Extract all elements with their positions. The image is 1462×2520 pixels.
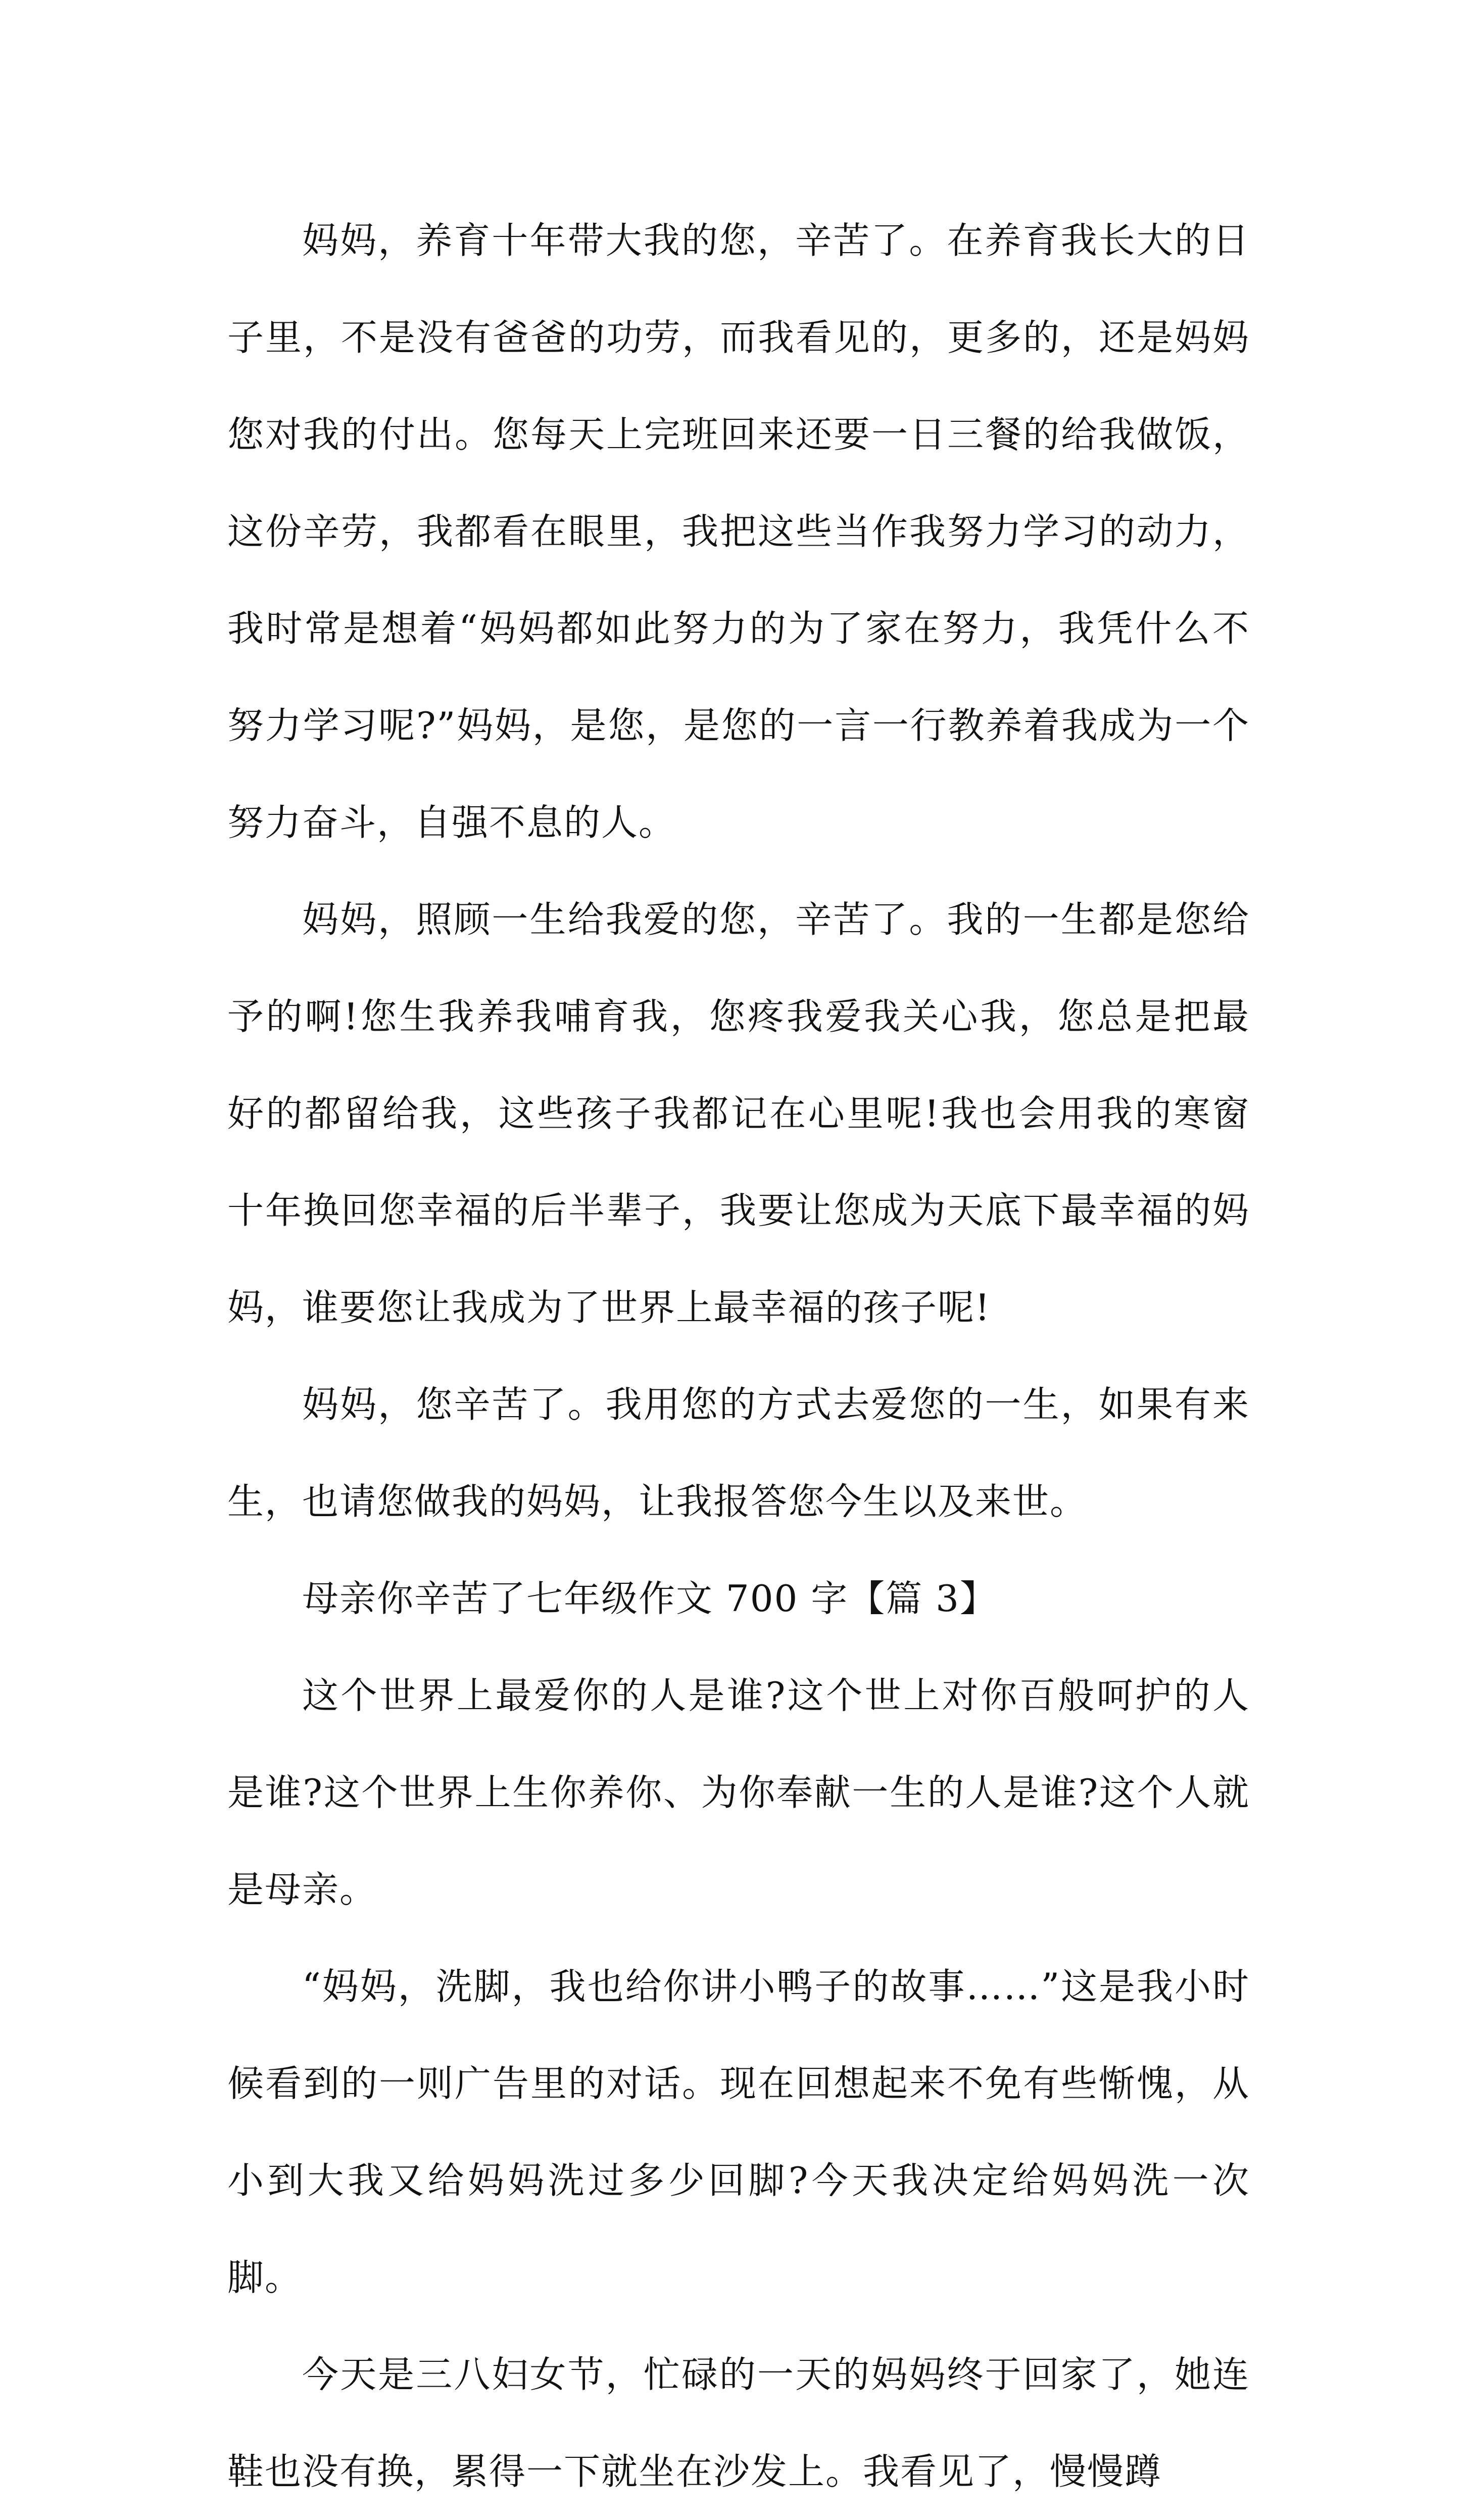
- paragraph-5: “妈妈，洗脚，我也给你讲小鸭子的故事……”这是我小时候看到的一则广告里的对话。现在回想起来不免有些惭愧，从小到大我又给妈妈洗过多少回脚?今天我决定给妈妈洗一次脚。: [227, 1965, 1250, 2299]
- document-body: [227, 192, 1250, 2520]
- paragraph-2: 妈妈，照顾一生给我爱的您，辛苦了。我的一生都是您给予的啊!您生我养我哺育我，您疼我爱我关心我，您总是把最好的都留给我，这些孩子我都记在心里呢!我也会用我的寒窗十年换回您幸福的后半辈子，我要让您成为天底下最幸福的妈妈，谁要您让我成为了世界上最幸福的孩子呢!: [227, 898, 1250, 1329]
- paragraph-3: 妈妈，您辛苦了。我用您的方式去爱您的一生，如果有来生，也请您做我的妈妈，让我报答您今生以及来世。: [227, 1383, 1250, 1523]
- paragraph-1: 妈妈，养育十年带大我的您，辛苦了。在养育我长大的日子里，不是没有爸爸的功劳，而我看见的，更多的，还是妈妈您对我的付出。您每天上完班回来还要一日三餐的给我做饭，这份辛劳，我都看在眼里，我把这些当作我努力学习的动力，我时常是想着“妈妈都如此努力的为了家在努力，我凭什么不努力学习呢?”妈妈，是您，是您的一言一行教养着我成为一个努力奋斗，自强不息的人。: [227, 219, 1250, 844]
- section-heading: 母亲你辛苦了七年级作文 700 字【篇 3】: [302, 1577, 997, 1620]
- paragraph-4: 这个世界上最爱你的人是谁?这个世上对你百般呵护的人是谁?这个世界上生你养你、为你奉献一生的人是谁?这个人就是母亲。: [227, 1674, 1250, 1911]
- paragraph-6: 今天是三八妇女节，忙碌的一天的妈妈终于回家了，她连鞋也没有换，累得一下就坐在沙发上。我看见了，慢慢蹲: [227, 2353, 1250, 2493]
